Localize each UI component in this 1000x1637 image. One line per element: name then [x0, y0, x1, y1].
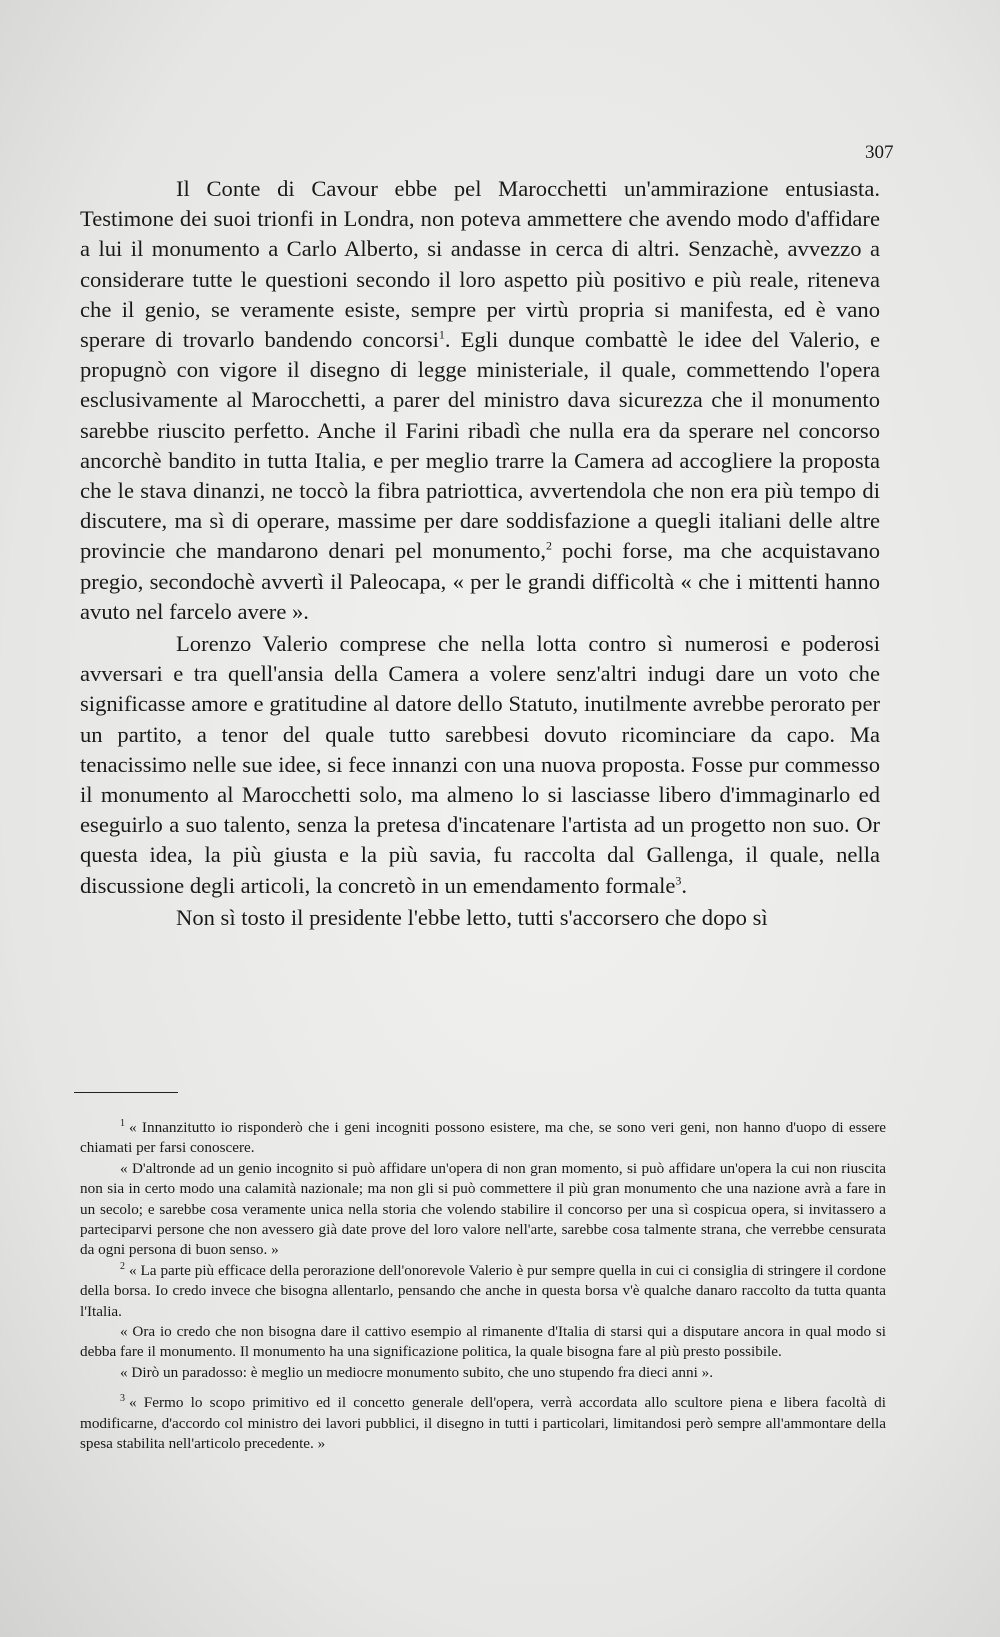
footnote-number: 3 — [120, 1393, 125, 1405]
footnote-ref: 3 — [675, 873, 682, 888]
footnote — [80, 1322, 886, 1363]
footnote — [80, 1159, 886, 1261]
footnote-text: « Ora io credo che non bisogna dare il cattivo esempio al rimanente d'Italia di starsi qui a disputare ancora in qual modo si debba fare il monumento. Il monumento ha una significazione politica, la quale bisogna fare al più presto possibile. — [80, 1323, 886, 1361]
footnote-text: « Innanzitutto io risponderò che i geni incogniti possono esistere, ma che, se sono veri geni, non hanno d'uopo di essere chiamati per farsi conoscere. — [80, 1119, 886, 1157]
footnote-divider — [74, 1092, 178, 1093]
paragraph-text: . Egli dunque combattè le idee del Valerio, e propugnò con vigore il disegno di legge ministeriale, il quale, commettendo l'opera esclusivamente al Marocchetti, a parer del ministro dava sicurezza che il monumento sarebbe riuscito perfetto. Anche il Farini ribadì che nulla era da sperare nel concorso ancorchè bandito in tutta Italia, e per meglio trarre la Camera ad accogliere la proposta che le stava dinanzi, ne toccò la fibra patriottica, avvertendola che non era più tempo di discutere, ma sì di operare, massime per dare soddisfazione a quegli italiani delle altre provincie che mandarono denari pel monumento, — [80, 327, 880, 564]
footnote-ref: 2 — [546, 538, 553, 553]
footnote-text: « D'altronde ad un genio incognito si può affidare un'opera di non gran momento, si può affidare un'opera la cui non riuscita non sia in certo modo una calamità nazionale; ma non gli si può commettere il più gran monumento che una nazione avrà a fare in un secolo; e sarebbe cosa veramente unica nella storia che volendo stabilire il concorso per una sì cospicua opera, si invitassero a parteciparvi persone che non avessero già date prove del loro valore nell'arte, sarebbe cosa talmente strana, che verrebbe censurata da ogni persona di buon senso. » — [80, 1159, 886, 1259]
footnotes — [80, 1118, 886, 1455]
footnote-text: « Fermo lo scopo primitivo ed il concetto generale dell'opera, verrà accordata allo scultore piena e libera facoltà di modificarne, d'accordo col ministro dei lavori pubblici, il disegno in tutti i particolari, limitandosi però sempre all'ammontare della spesa stabilita nell'articolo precedente. » — [80, 1394, 886, 1453]
paragraph-text: Non sì tosto il presidente l'ebbe letto, tutti s'accorsero che dopo sì — [176, 904, 768, 930]
footnote — [80, 1118, 886, 1159]
footnote-number: 2 — [120, 1260, 125, 1272]
footnote-text: « Dirò un paradosso: è meglio un mediocre monumento subito, che uno stupendo fra dieci anni ». — [120, 1363, 714, 1381]
paragraph-text: Il Conte di Cavour ebbe pel Marocchetti un'ammirazione entusiasta. Testimone dei suoi trionfi in Londra, non poteva ammettere che avendo modo d'affidare a lui il monumento a Carlo Alberto, si andasse in cerca di altri. Senzachè, avvezzo a considerare tutte le questioni secondo il loro aspetto più positivo e più reale, riteneva che il genio, se veramente esiste, sempre per virtù propria si manifesta, ed è vano sperare di trovarlo bandendo concorsi — [80, 176, 880, 353]
footnote — [80, 1261, 886, 1322]
paragraph — [80, 174, 880, 627]
footnote-text: « La parte più efficace della perorazione dell'onorevole Valerio è pur sempre quella in cui ci consiglia di stringere il cordone della borsa. Io credo invece che bisogna allentarlo, pensando che anche in questa borsa v'è qualche danaro raccolto da tutta quanta l'Italia. — [80, 1261, 886, 1320]
paragraph-text: Lorenzo Valerio comprese che nella lotta contro sì numerosi e poderosi avversari e tra quell'ansia della Camera a volere senz'altri indugi dare un voto che significasse amore e gratitudine al datore dello Statuto, inutilmente avrebbe perorato per un partito, a tenor del quale tutto sarebbesi dovuto ricominciare da capo. Ma tenacissimo nelle sue idee, si fece innanzi con una nuova proposta. Fosse pur commesso il monumento al Marocchetti solo, ma almeno lo si lasciasse libero d'immaginarlo ed eseguirlo a suo talento, senza la pretesa d'incatenare l'artista ad un progetto non suo. Or questa idea, la più giusta e la più savia, fu raccolta dal Gallenga, il quale, nella discussione degli articoli, la concretò in un emendamento formale — [80, 631, 880, 898]
footnote-number: 1 — [120, 1117, 125, 1129]
page-number: 307 — [865, 142, 894, 163]
body-text — [80, 174, 880, 933]
paragraph — [80, 903, 880, 933]
paragraph-text: pochi forse, ma che acquistavano pregio, secondochè avvertì il Paleocapa, « per le grandi difficoltà « che i mittenti hanno avuto nel farcelo avere ». — [80, 538, 881, 624]
paragraph-text: . — [681, 872, 688, 898]
footnote — [80, 1363, 886, 1383]
paragraph — [80, 629, 880, 901]
footnote-ref: 1 — [438, 327, 445, 342]
footnote — [80, 1393, 886, 1454]
